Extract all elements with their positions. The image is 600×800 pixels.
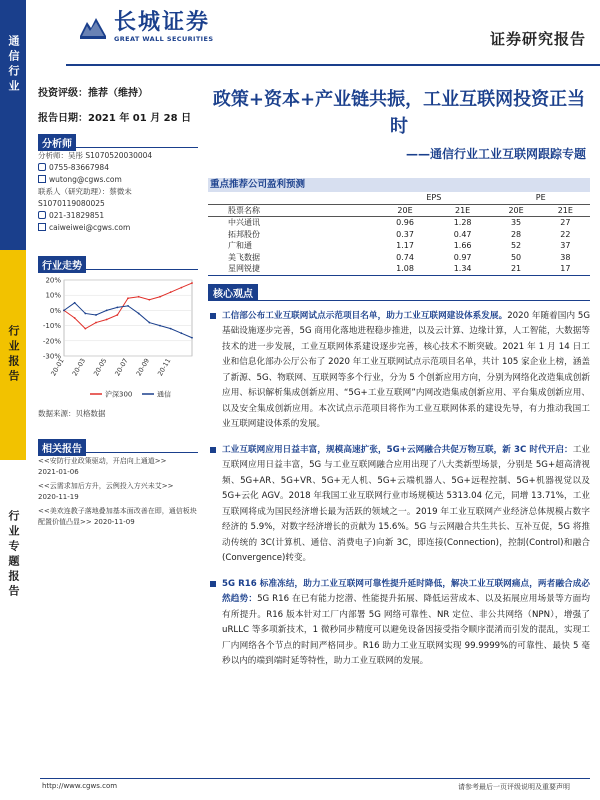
table-year-header: 21E — [434, 204, 492, 217]
analyst-email-text: wutong@cgws.com — [49, 175, 122, 184]
main-content — [208, 86, 590, 670]
paragraph-lead: 工业互联网应用日益丰富，规模高速扩张，5G+云网融合共促万物互联，新 3C 时代开启： — [222, 444, 573, 455]
footer-divider — [40, 778, 590, 779]
stock-name: 拓邦股份 — [228, 229, 260, 239]
chart-data-point — [95, 314, 97, 316]
chart-y-tick-label: 20% — [45, 276, 61, 285]
header-divider — [66, 64, 600, 66]
report-subtitle: ——通信行业工业互联网跟踪专题 — [405, 147, 586, 161]
chart-data-point — [84, 328, 86, 330]
square-bullet-icon — [210, 581, 216, 587]
table-row — [208, 263, 590, 275]
paragraph-body: 2020 年随着国内 5G 基础设施逐步完善，5G 商用化落地进程稳步推进，以及云计算、边缘计算，人工智能，大数据等技术的进一步发展，工业互联网体系建设逐步完善，核心技术不断突破。2021 年 1 月 14 日工业和信息化部办公厅公布了 2020 年工业互联网试点示范项目名单，共计 105 家企业上榜，涵盖了新源、5G、物联网、互联网等多个行业，分为 5 个创新应用方向，分别为网络化改造集成创新应用、标识解析集成创新应用、“5G+工业互联网”内网改造集成创新应用、平台集成创新应用、以及安全集成创新应用。本次试点示范项目将作为工业互联网体系的建设先导，有力推动我国工业互联网建设体系的发展。 — [222, 310, 590, 429]
core-view-paragraph — [208, 443, 590, 567]
stock-name: 广和通 — [228, 241, 252, 250]
table-cell: 0.97 — [453, 252, 472, 262]
trend-section-header — [38, 254, 198, 270]
chart-legend-label: 通信 — [157, 390, 171, 399]
chart-data-point — [106, 319, 108, 321]
mail-icon — [38, 223, 46, 231]
sidebar-label-report: 行业报告 — [7, 325, 20, 385]
table-group-header: EPS — [376, 192, 491, 204]
related-report-date: 2020-11-19 — [38, 493, 79, 501]
related-report-title-text: <<美欢连教子落地叠加基本面改善在即，通信板块配置价值凸显>> — [38, 507, 197, 526]
stock-name: 中兴通讯 — [228, 218, 260, 227]
table-cell: 22 — [560, 229, 571, 239]
chart-y-tick-label: -30% — [42, 352, 61, 361]
trend-chart-svg — [38, 274, 198, 402]
chart-data-point — [180, 287, 182, 289]
paragraph-lead: 5G R16 标准冻结，助力工业互联网可靠性提升延时降低，解决工业互联网痛点，两者融合成必然趋势： — [222, 578, 590, 604]
related-report-date: 2020-11-09 — [93, 518, 135, 526]
forecast-section-title: 重点推荐公司盈利预测 — [210, 179, 306, 190]
chart-data-point — [138, 313, 140, 315]
report-date: 报告日期：2021 年 01 月 28 日 — [38, 113, 192, 124]
chart-data-point — [127, 297, 129, 299]
chart-data-point — [127, 305, 129, 307]
chart-data-point — [95, 322, 97, 324]
table-row — [208, 217, 590, 229]
table-cell: 35 — [510, 218, 522, 227]
table-row — [208, 240, 590, 252]
page-header — [26, 0, 600, 78]
contact-phone-text: 021-31829851 — [49, 211, 105, 220]
square-bullet-icon — [210, 447, 216, 453]
logo-english-name: GREAT WALL SECURITIES — [114, 35, 214, 43]
chart-data-point — [191, 337, 193, 339]
analyst-phone — [38, 162, 198, 174]
table-row — [208, 252, 590, 264]
core-view-divider — [208, 300, 590, 301]
chart-data-point — [159, 296, 161, 298]
phone-icon — [38, 211, 46, 219]
chart-data-point — [148, 322, 150, 324]
report-type-title: 证券研究报告 — [489, 30, 586, 48]
footer-website-link[interactable]: http://www.cgws.com — [42, 782, 118, 790]
chart-x-tick-label: 20-07 — [113, 357, 130, 378]
earnings-forecast-table — [208, 192, 590, 276]
chart-data-point — [180, 332, 182, 334]
great-wall-mountain-icon — [78, 12, 108, 42]
table-group-header-row — [208, 192, 590, 204]
related-report-date: 2021-01-06 — [38, 468, 79, 476]
chart-y-tick-label: -20% — [42, 337, 61, 346]
table-cell: 38 — [560, 252, 571, 262]
table-cell: 27 — [560, 218, 571, 227]
related-report-title[interactable]: <<安防行业政策驱动，开启向上通道>> — [38, 457, 167, 465]
chart-y-tick-label: 0% — [49, 306, 61, 315]
chart-data-point — [74, 317, 76, 319]
table-cell: 1.28 — [453, 218, 472, 227]
table-year-header: 21E — [541, 204, 590, 217]
chart-x-tick-label: 20-03 — [70, 357, 88, 378]
paragraph-lead: 工信部公布工业互联网试点示范项目名单，助力工业互联网建设体系发展。 — [222, 310, 508, 321]
left-info-column — [38, 84, 198, 528]
chart-data-point — [138, 296, 140, 298]
chart-data-point — [191, 282, 193, 284]
sidebar-label-industry: 通信行业 — [7, 35, 20, 95]
table-cell: 0.96 — [396, 218, 414, 227]
forecast-section-header — [208, 178, 590, 192]
paragraph-body: 工业互联网应用日益丰富，5G 与工业互联网融合应用出现了八大类新型场景，分别是 5G+超高清视频、5G+AR、5G+VR、5G+无人机、5G+云端机器人、5G+远程控制、5G+机器视觉以及 5G+云化 AGV。2018 年我国工业互联网行业市场规模达 5313.04 亿元，同增 13.71%，工业互联网将成为国民经济增长最为活跃的领域之一。2019 年工业互联网产业经济总体规模占数字经济的 5.9%，对数字经济增长的贡献为 15.6%。5G 与云网融合共生共长、互补互促，5G 将推动传统的 3C(计算机、通信、消费电子)向新 3C，即连接(Connection)，控制(Control)和融合(Convergence)转变。 — [222, 444, 590, 563]
chart-data-source: 数据来源：贝格数据 — [38, 409, 106, 418]
analyst-email — [38, 174, 198, 186]
chart-data-point — [116, 314, 118, 316]
table-year-header: 20E — [491, 204, 540, 217]
chart-series-line — [64, 303, 192, 338]
table-stock-name-header: 股票名称 — [208, 204, 376, 217]
analyst-info — [38, 150, 198, 234]
table-group-header: PE — [491, 192, 590, 204]
square-bullet-icon — [210, 313, 216, 319]
contact-license: S1070119080025 — [38, 199, 105, 208]
logo-chinese-name: 长城证券 — [114, 9, 211, 35]
table-cell: 0.47 — [453, 229, 472, 239]
table-cell: 0.74 — [396, 252, 414, 262]
chart-data-point — [170, 291, 172, 293]
related-section-title: 相关报告 — [38, 439, 86, 456]
contact-email-text: caiweiwei@cgws.com — [49, 223, 131, 232]
chart-data-point — [74, 302, 76, 304]
analyst-section-header — [38, 132, 198, 148]
table-cell: 0.37 — [396, 229, 414, 239]
contact-name: 联系人（研究助理）：蔡微未 — [38, 187, 132, 196]
table-cell: 50 — [510, 252, 522, 262]
table-row — [208, 229, 590, 241]
stock-name: 美飞数据 — [228, 252, 260, 262]
chart-y-tick-label: 10% — [45, 291, 61, 300]
table-cell: 21 — [491, 263, 540, 275]
table-cell: 1.08 — [376, 263, 434, 275]
analyst-name: 分析师：吴彤 S1070520030004 — [38, 151, 153, 160]
analyst-phone-text: 0755-83667984 — [49, 163, 109, 172]
table-cell: 1.34 — [434, 263, 492, 275]
chart-data-point — [170, 328, 172, 330]
table-corner — [208, 192, 376, 204]
chart-x-tick-label: 20-09 — [134, 357, 152, 378]
chart-legend-label: 沪深300 — [105, 390, 133, 399]
table-year-header: 20E — [376, 204, 434, 217]
analyst-section-title: 分析师 — [38, 134, 76, 151]
phone-icon — [38, 163, 46, 171]
table-cell: 1.66 — [453, 241, 472, 250]
stock-name: 星网锐捷 — [208, 263, 376, 275]
chart-x-tick-label: 20-01 — [49, 357, 66, 378]
footer-disclaimer-note: 请参考最后一页评级说明及重要声明 — [458, 783, 570, 791]
core-view-paragraph — [208, 577, 590, 670]
related-reports-list — [38, 456, 198, 528]
related-report-title[interactable]: <<云需求加后方升，云例投入方兴未艾>> — [38, 482, 174, 490]
chart-y-tick-label: -10% — [42, 322, 61, 331]
sidebar-label-topic: 行业专题报告 — [7, 510, 20, 600]
sidebar-segment-mid — [0, 250, 26, 460]
sidebar-segment-top — [0, 0, 26, 250]
related-report-title[interactable] — [38, 506, 198, 528]
investment-rating: 投资评级：推荐（维持） — [38, 88, 148, 99]
report-main-title: 政策+资本+产业链共振，工业互联网投资正当时 — [212, 89, 586, 137]
chart-data-point — [159, 325, 161, 327]
contact-email — [38, 222, 198, 234]
core-view-paragraph — [208, 309, 590, 433]
sidebar-segment-bottom — [0, 460, 26, 800]
table-cell: 17 — [541, 263, 590, 275]
mail-icon — [38, 175, 46, 183]
chart-data-point — [116, 306, 118, 308]
core-view-section-title: 核心观点 — [208, 284, 258, 301]
table-cell: 1.17 — [396, 241, 414, 250]
sidebar — [0, 0, 26, 800]
table-cell: 37 — [560, 241, 571, 250]
chart-x-tick-label: 20-05 — [92, 357, 109, 378]
trend-section-title: 行业走势 — [38, 256, 86, 273]
paragraph-body: 5G R16 在已有能力挖潜、性能提升拓展、降低运营成本、以及拓展应用场景等方面均有所提升。R16 版本针对工厂内部署 5G 网络可靠性、NR 定位、非公共网络（NPN），增强了 uRLLC 等多项新技术，1 微秒同步精度可以避免设备因接受指令顺序混淆而引发的混乱，实现工厂内网络各个节点的时间严格同步。R16 助力工业互联网实现 99.9999%的可靠性、最快 5 毫秒以内的端到端时延等特性，助力工业互联网的发展。 — [222, 594, 590, 666]
chart-data-point — [84, 313, 86, 315]
table-cell: 52 — [510, 241, 522, 250]
table-year-header-row — [208, 204, 590, 217]
related-section-header — [38, 437, 198, 453]
chart-data-point — [148, 299, 150, 301]
company-logo — [78, 10, 213, 43]
industry-trend-chart — [38, 274, 198, 406]
chart-data-point — [106, 310, 108, 312]
chart-data-point — [63, 310, 65, 312]
contact-phone — [38, 210, 198, 222]
table-cell: 28 — [510, 229, 522, 239]
chart-x-tick-label: 20-11 — [156, 357, 173, 378]
